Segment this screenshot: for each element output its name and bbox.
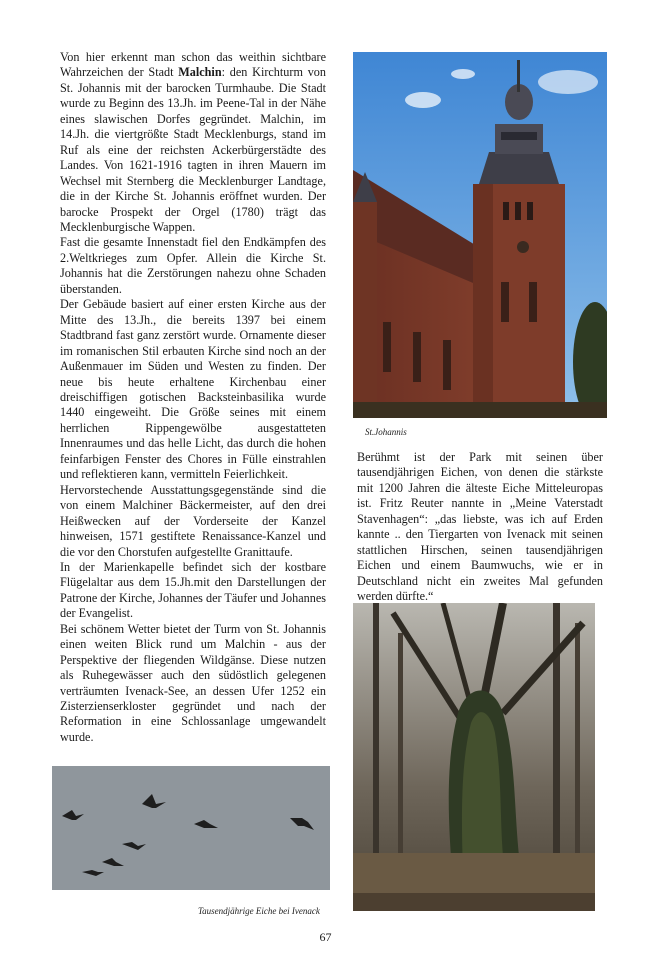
oak-photo xyxy=(353,603,595,911)
church-photo xyxy=(353,52,607,418)
paragraph-altar: In der Marienkapelle befindet sich der kostbare Flügelaltar aus dem 15.Jh.mit den Darstellungen der Patrone der Kirche, Johannes der Täufer und Johannes der Evangelist. xyxy=(60,559,326,621)
page-number: 67 xyxy=(319,930,332,944)
geese-photo xyxy=(52,766,330,890)
bold-malchin: Malchin xyxy=(178,65,222,80)
paragraph-park: Berühmt ist der Park mit seinen über tausendjährigen Eichen, von denen die stärkste mit 1200 Jahren die älteste Eiche Mitteleuropas ist. Fritz Reuter nannte in „Meine Vaterstadt Stavenhagen“: „das liebste, was ich auf Erden kannte .. den Tiergarten von Ivenack mit seinen stattlichen Hirschen, seinen tausendjährigen Eichen und einem Baumwuchs, wie er in Deutschland nicht ein zweites Mal gefunden werden dürfte.“ xyxy=(357,450,603,604)
paragraph-war: Fast die gesamte Innenstadt fiel den Endkämpfen des 2.Weltkrieges zum Opfer. Allein die Kirche St. Johannis hat die Zerstörungen nahezu ohne Schaden überstanden. xyxy=(60,235,326,296)
paragraph-tower-view: Bei schönem Wetter bietet der Turm von St. Johannis einen weiten Blick rund um Malchin - aus der Perspektive der fliegenden Wildgänse. Diese nutzen als Ruhegewässer auch den südöstlich gelegenen verträumten Ivenack-See, an dessen Ufer 1252 ein Zisterzienserkloster gegründet und nach der Reformation in eine Schlossanlage umgewandelt wurde. xyxy=(60,621,326,744)
paragraph-furnishings: Hervorstechende Ausstattungsgegenstände sind die von einem Malchiner Bäckermeister, auf den drei Heißwecken auf der Vorderseite der Kanzel hinweisen, 1571 gestiftete Renaissance-Kanzel und die vor den Chorstufen aufgestellte Granittaufe. xyxy=(60,482,326,559)
right-text-column xyxy=(357,450,603,605)
paragraph-building: Der Gebäude basiert auf einer ersten Kirche aus der Mitte des 13.Jh., die bereits 1397 bei einem Stadtbrand fast ganz zerstört wurde. Ornamente dieser im romanischen Stil erbauten Kirche sind noch an der Außenmauer im Süden und Westen zu finden. Der neue bis heute erhaltene Kirchenbau einer dreischiffigen gotischen Backsteinbasilika wurde 1440 eingeweiht. Die Größe seines mit einem herrlichen Rippengewölbe ausgestatteten Innenraumes und das helle Licht, das durch die hohen feinfarbigen Fenster des Chores in Fülle einstrahlen und reflektieren kann, vermitteln Feierlichkeit. xyxy=(60,297,326,482)
church-caption: St.Johannis xyxy=(365,427,407,437)
oak-caption: Tausendjährige Eiche bei Ivenack xyxy=(198,906,320,916)
paragraph-malchin: Von hier erkennt man schon das weithin sichtbare Wahrzeichen der Stadt Malchin: den Kirchturm von St. Johannis mit der barocken Turmhaube. Die Stadt wurde zu Beginn des 13.Jh. im Peene-Tal in der Nähe eines slawischen Dorfes gegründet. Malchin, im 14.Jh. die viertgrößte Stadt Mecklenburgs, stand im Ruf als eine der reichsten Ackerbürgerstädte des Landes. Von 1621-1916 tagten in ihren Mauern im Wechsel mit Sternberg die Mecklenburger Landtage, die in der Kirche St. Johannis eröffnet wurden. Der barocke Prospekt der Orgel (1780) trägt das Mecklenburgische Wappen. xyxy=(60,50,326,234)
left-text-column xyxy=(60,50,326,745)
